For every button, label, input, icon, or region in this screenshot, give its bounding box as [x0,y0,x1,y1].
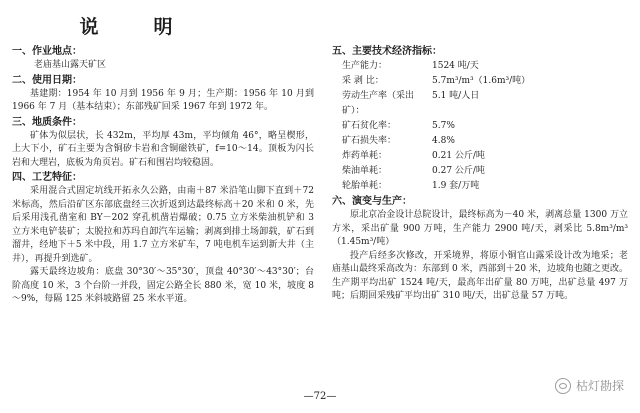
section-geology-heading: 三、地质条件： [12,116,82,128]
indicator-label: 采 剥 比： [342,76,384,86]
indicator-value: 5.7% [432,121,455,131]
indicator-value: 0.27 公斤/吨 [432,166,485,176]
indicator-value: 1.9 套/万吨 [432,181,480,191]
watermark-text: 枯灯勘探 [575,379,624,393]
indicator-row [332,59,628,74]
section-location-text: 老庙基山露天矿区 [34,60,107,70]
indicators-list [332,59,628,194]
section-process-text-1: 采用混合式固定坑线开拓永久公路，由南＋87 米沿笔山脚下直到＋72 米标高，然后沿矿区东部底盘经三次折返到达最终标高＋20 米和 0 米，先后采用浅孔凿室和 BY－202 穿孔机凿岩爆破；0.75 立方米柴油机铲和 3 立方米电铲装矿；太脱拉和苏玛自卸汽车运输；剥离到排土场卸载，矿石到溜井，经地下＋5 米中段，用 1.7 立方米矿车，7 吨电机车运到新大井（主井），再提升到选矿。 [12,186,314,264]
indicator-value: 0.21 公斤/吨 [432,151,485,161]
indicator-row [332,164,628,179]
indicator-row [332,134,628,149]
indicator-row [332,179,628,194]
section-period-text: 基建期：1954 年 10 月到 1956 年 9 月；生产期：1956 年 10 月到 1966 年 7 月（基本结束）；东部残矿回采 1967 年到 1972 年。 [12,88,314,112]
indicator-value: 5.7m³/m³（1.6m³/吨） [432,76,531,86]
indicator-label: 矿石损失率： [342,136,397,146]
indicator-label: 矿石贫化率： [342,121,397,131]
section-process-heading: 四、工艺特征： [12,172,82,183]
indicator-label: 轮胎单耗： [342,181,388,191]
indicator-label: 柴油单耗： [342,166,388,176]
section-process-text-2: 露天最终边坡角：底盘 30°30′～35°30′，顶盘 40°30′～43°30′；台阶高度 10 米，3 个台阶一并段，固定公路全长 880 米，宽 10 米，坡度 8～9%，每隔 125 米斜坡路留 25 米水平道。 [12,267,314,304]
indicator-row [332,74,628,89]
indicator-value: 1524 吨/天 [432,61,479,71]
indicator-row [332,149,628,164]
indicator-label: 劳动生产率（采出矿）： [342,91,415,116]
section-period-heading: 二、使用日期： [12,74,82,86]
indicator-row [332,89,628,119]
document-title: 说 明 [79,16,191,38]
indicator-label: 炸药单耗： [342,151,388,161]
indicator-value: 5.1 吨/人日 [432,91,480,101]
section-evolution-text-2: 投产后经多次修改，开采境界，将原小铜官山露采设计改为地采；老庙基山最终采高改为：东部到 0 米，西部到＋20 米，边坡角也随之更改。生产期平均出矿 1524 吨/天，最高年出矿量 80 万吨，出矿总量 497 万吨；后期回采残矿平均出矿 310 吨/天，出矿总量 57 万吨。 [332,250,628,301]
indicator-label: 生产能力： [342,61,388,71]
section-location-heading: 一、作业地点： [12,46,82,57]
right-column [332,44,628,304]
indicator-value: 4.8% [432,136,455,146]
section-evolution-heading: 六、演变与生产： [332,196,412,207]
page-number: —72— [303,391,337,402]
section-geology-text: 矿体为似层状，长 432m，平均厚 43m，平均倾角 46°，略呈楔形，上大下小，矿石主要为含铜矽卡岩和含铜磁铁矿，f=10～14。顶板为闪长岩和大理岩，底板为角页岩。矿石和围岩均较稳固。 [12,130,314,168]
section-evolution-text-1: 原北京冶金设计总院设计，最终标高为－40 米，剥离总量 1300 万立方米，采出矿量 900 万吨，生产能力 2900 吨/天，剥采比 5.8m³/m³（1.45m³/吨） [332,210,628,247]
section-indicators-heading: 五、主要技术经济指标： [332,46,442,57]
left-column [12,44,314,307]
indicator-row [332,119,628,134]
